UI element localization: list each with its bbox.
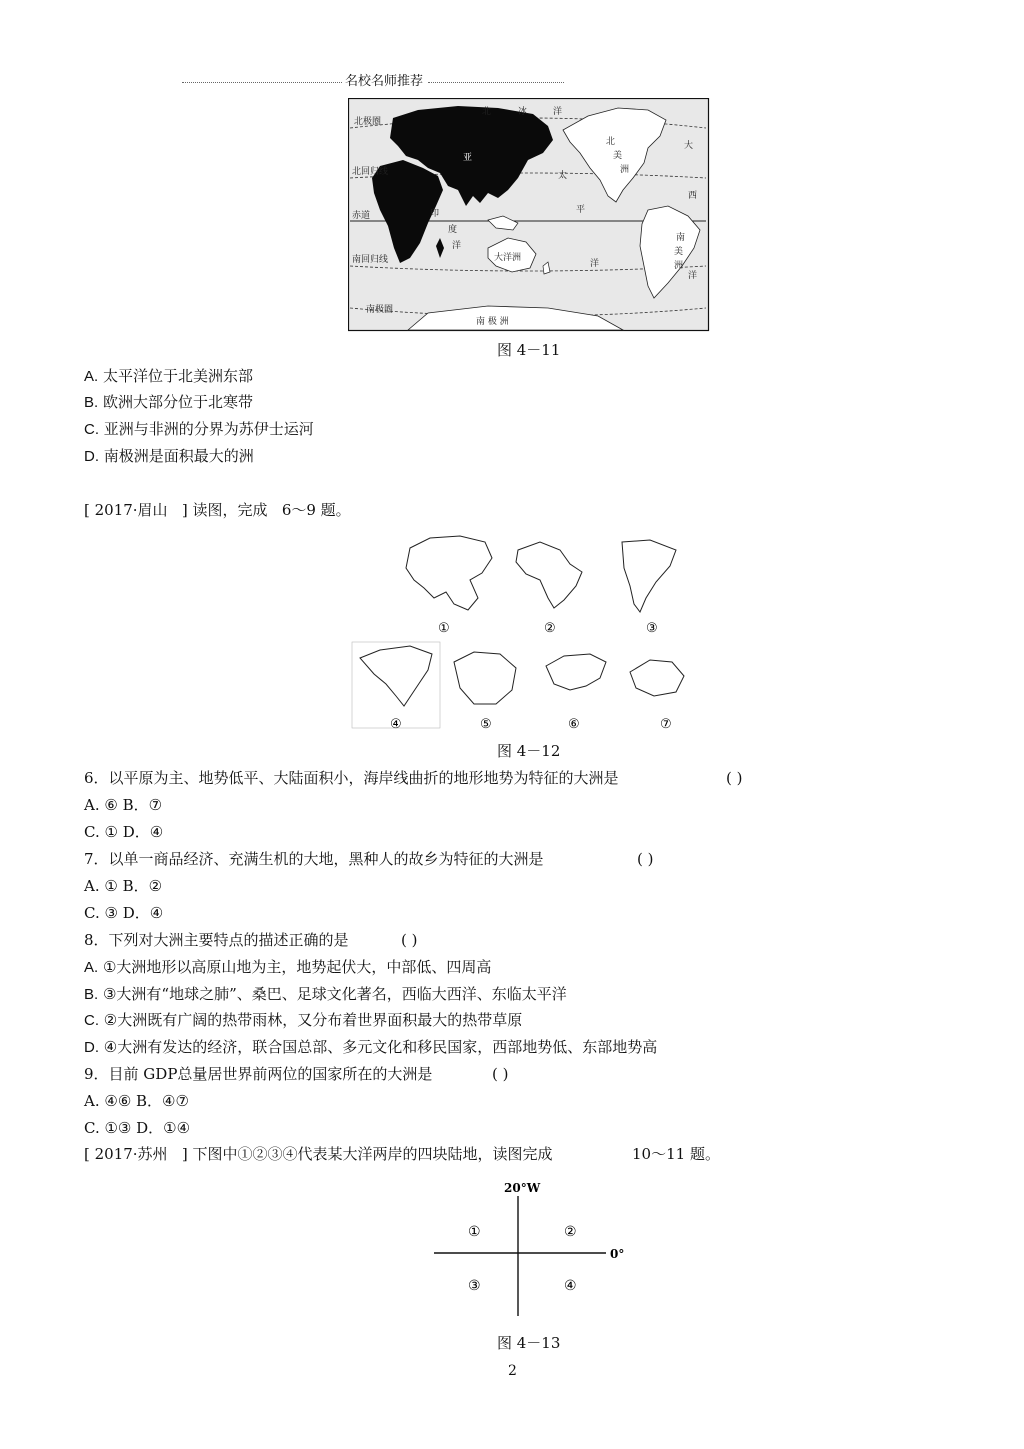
q8-option-a: A. ①大洲地形以高原山地为主，地势起伏大，中部低、四周高 <box>84 958 492 976</box>
continents-figure <box>350 528 710 738</box>
label-tropic-cancer: 北回归线 <box>352 167 389 177</box>
q6-options-cd: C. ① D．④ <box>84 823 164 841</box>
label-arctic-circle: 北极圈 <box>354 117 382 127</box>
continent-number-4: ④ <box>390 717 402 732</box>
quadrant-2: ② <box>564 1224 577 1240</box>
label-ya: 亚 <box>463 153 473 163</box>
continent-number-6: ⑥ <box>568 717 580 732</box>
label-tropic-capricorn: 南回归线 <box>352 255 389 265</box>
label-zhou: 洲 <box>620 165 630 175</box>
label-tai: 太 <box>558 171 568 181</box>
page-number: 2 <box>508 1363 517 1379</box>
intro-meishan: [ 2017·眉山 ] 读图，完成 6～9 题。 <box>84 501 351 519</box>
q8-option-b: B. ③大洲有“地球之肺”、桑巴、足球文化著名，西临大西洋、东临太平洋 <box>84 985 567 1003</box>
q8-stem: 8．下列对大洲主要特点的描述正确的是 <box>84 931 349 949</box>
q5-option-b: B. 欧洲大部分位于北寒带 <box>84 393 253 411</box>
label-yin: 印 <box>430 209 440 219</box>
q6-answer-paren: ( ) <box>726 769 743 787</box>
label-antarctic-circle: 南极圈 <box>366 305 394 315</box>
continent-africa-outline <box>516 542 582 608</box>
quadrant-4: ④ <box>564 1278 577 1294</box>
label-mei2: 美 <box>674 247 684 257</box>
q9-answer-paren: ( ) <box>492 1065 509 1083</box>
label-du: 度 <box>448 225 458 235</box>
q5-option-a: A. 太平洋位于北美洲东部 <box>84 367 253 385</box>
label-yang3: 洋 <box>590 259 600 269</box>
continent-south-america-outline <box>622 540 676 612</box>
q6-stem: 6．以平原为主、地势低平、大陆面积小，海岸线曲折的地形地势为特征的大洲是 <box>84 769 619 787</box>
label-zhou2: 洲 <box>674 261 684 271</box>
label-equator: 赤道 <box>352 211 371 221</box>
header-text: 名校名师推荐 <box>345 74 424 89</box>
continent-antarctica-outline <box>454 652 516 704</box>
q6-options-ab: A. ⑥ B．⑦ <box>84 796 163 814</box>
figure-4-12-caption: 图 4－12 <box>497 742 561 760</box>
coordinate-diagram <box>430 1176 640 1320</box>
q7-stem: 7．以单一商品经济、充满生机的大地，黑种人的故乡为特征的大洲是 <box>84 850 544 868</box>
q7-answer-paren: ( ) <box>637 850 654 868</box>
label-north: 北 <box>482 107 492 117</box>
header-rule-left <box>182 82 342 83</box>
label-bing: 冰 <box>518 107 528 117</box>
q7-options-cd: C. ③ D．④ <box>84 904 164 922</box>
continent-number-3: ③ <box>646 621 658 636</box>
q5-option-d: D. 南极洲是面积最大的洲 <box>84 447 254 465</box>
continent-number-7: ⑦ <box>660 717 672 732</box>
label-dayang: 大洋洲 <box>494 253 522 263</box>
intro-suzhou-range: 10～11 题。 <box>632 1145 720 1163</box>
continent-oceania-outline <box>630 660 684 696</box>
figure-4-11-caption: 图 4－11 <box>497 341 561 359</box>
label-yang2: 洋 <box>452 241 462 251</box>
label-da1: 大 <box>684 141 694 151</box>
q8-option-d: D. ④大洲有发达的经济，联合国总部、多元文化和移民国家，西部地势低、东部地势高 <box>84 1038 658 1056</box>
label-xi: 西 <box>688 191 698 201</box>
label-20w: 20°W <box>504 1181 541 1195</box>
continent-asia-outline <box>406 536 492 610</box>
q9-stem: 9．目前 GDP总量居世界前两位的国家所在的大洲是 <box>84 1065 433 1083</box>
continent-number-1: ① <box>438 621 450 636</box>
label-yang1: 洋 <box>553 107 563 117</box>
continent-europe-outline <box>546 654 606 690</box>
quadrant-3: ③ <box>468 1278 481 1294</box>
label-antarctica: 南 极 洲 <box>476 317 509 327</box>
q9-options-ab: A. ④⑥ B．④⑦ <box>84 1092 189 1110</box>
intro-suzhou: [ 2017·苏州 ] 下图中①②③④代表某大洋两岸的四块陆地，读图完成 <box>84 1145 553 1163</box>
q7-options-ab: A. ① B．② <box>84 877 163 895</box>
world-map-figure <box>348 98 710 332</box>
label-ping: 平 <box>576 205 586 215</box>
label-0deg: 0° <box>610 1247 625 1261</box>
label-nan: 南 <box>676 233 686 243</box>
figure-4-13-caption: 图 4－13 <box>497 1334 561 1352</box>
q9-options-cd: C. ①③ D．①④ <box>84 1119 191 1137</box>
continent-number-2: ② <box>544 621 556 636</box>
quadrant-1: ① <box>468 1224 481 1240</box>
label-north2: 北 <box>606 137 616 147</box>
continent-number-5: ⑤ <box>480 717 492 732</box>
label-mei: 美 <box>613 151 623 161</box>
q5-option-c: C. 亚洲与非洲的分界为苏伊士运河 <box>84 420 314 438</box>
label-yang4: 洋 <box>688 271 698 281</box>
q8-option-c: C. ②大洲既有广阔的热带雨林，又分布着世界面积最大的热带草原 <box>84 1011 523 1029</box>
header-rule-right <box>428 82 564 83</box>
continent-north-america-outline <box>360 646 432 706</box>
q8-answer-paren: ( ) <box>401 931 418 949</box>
